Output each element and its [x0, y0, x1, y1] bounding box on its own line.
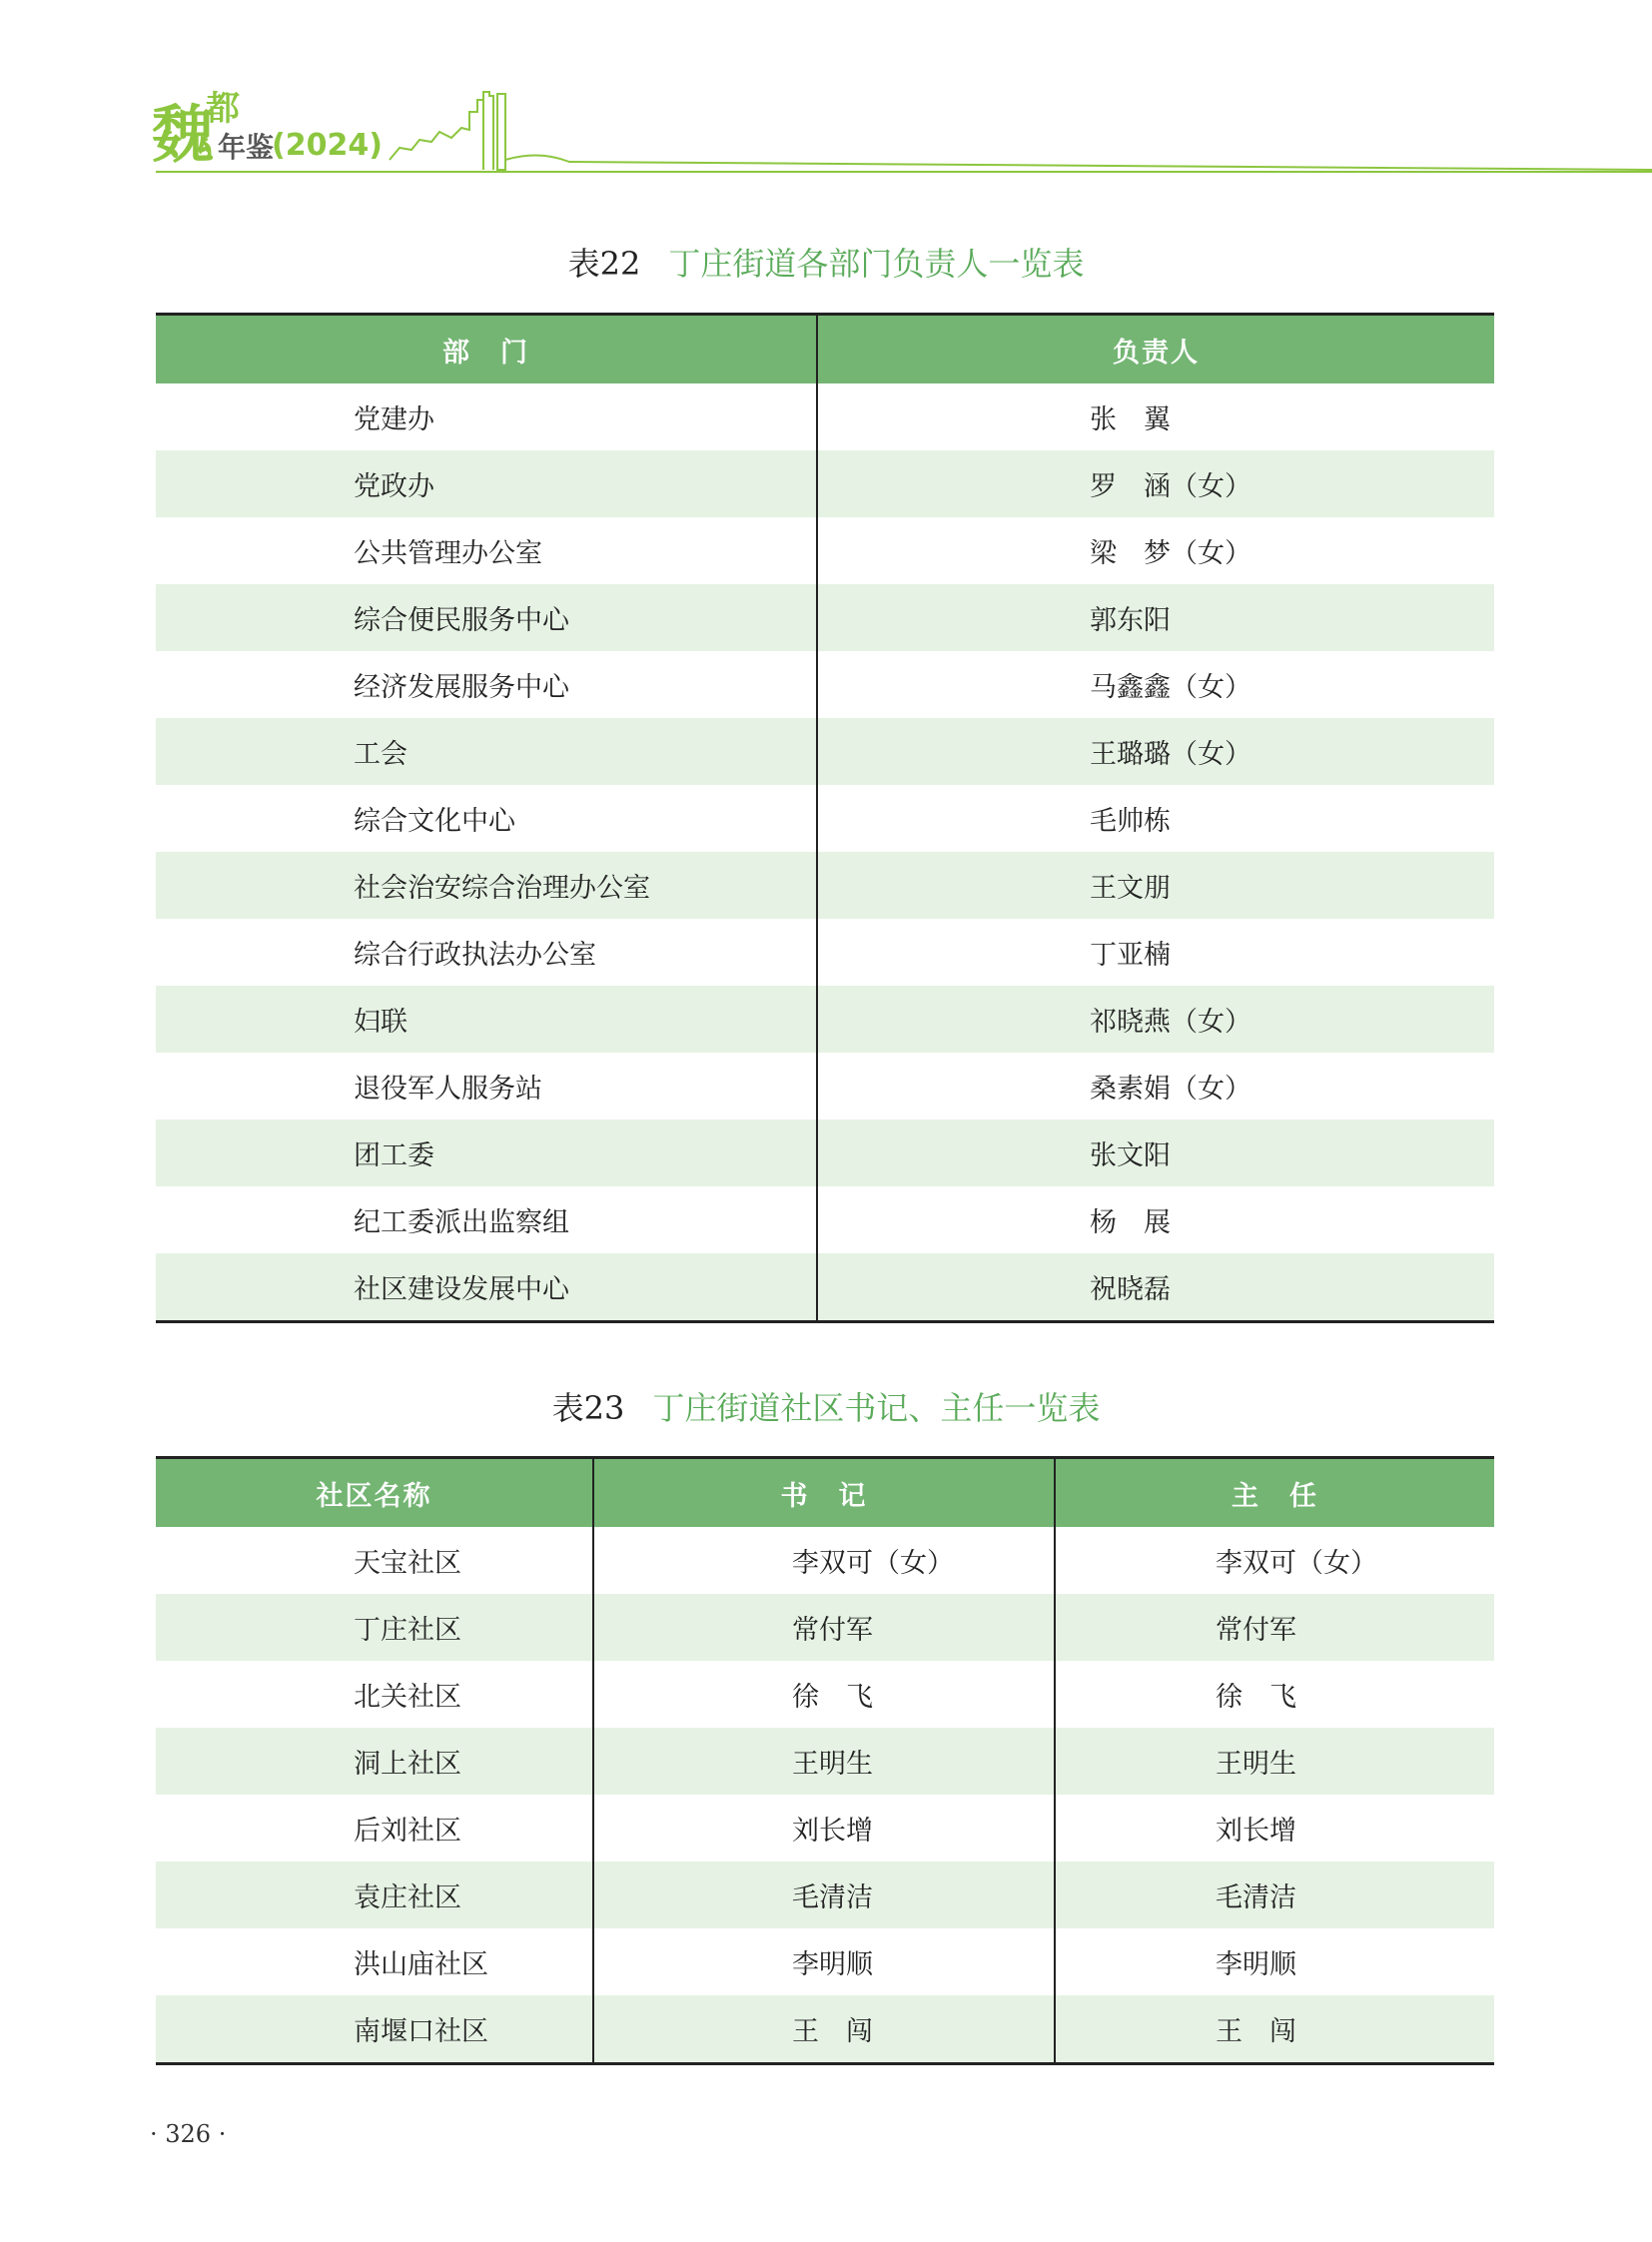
table-row — [156, 1594, 1494, 1661]
table-row — [156, 1527, 1494, 1594]
column-header-community: 社区名称 — [156, 1458, 593, 1528]
table-row — [156, 1795, 1494, 1862]
secretary-cell: 王 闯 — [593, 1995, 1055, 2064]
director-cell: 刘长增 — [1055, 1795, 1494, 1862]
secretary-cell: 常付军 — [593, 1594, 1055, 1661]
director-cell: 王 闯 — [1055, 1995, 1494, 2064]
table23-number: 表23 — [551, 1389, 625, 1427]
director-cell: 常付军 — [1055, 1594, 1494, 1661]
yearbook-label: 年鉴 — [218, 131, 275, 164]
department-cell: 退役军人服务站 — [354, 1074, 542, 1105]
department-cell: 社区建设发展中心 — [156, 1253, 817, 1322]
page-number: · 326 · — [150, 2120, 227, 2148]
department-cell: 经济发展服务中心 — [354, 672, 569, 703]
logo-character-secondary: 都 — [206, 89, 240, 129]
table-row — [156, 1120, 1494, 1186]
table-row — [156, 651, 1494, 718]
community-cell: 洪山庙社区 — [354, 1949, 488, 1980]
secretary-cell: 李双可（女） — [593, 1527, 1055, 1594]
head-cell: 杨 展 — [817, 1186, 1494, 1253]
table-row — [156, 986, 1494, 1053]
department-cell: 社会治安综合治理办公室 — [156, 852, 817, 919]
table-row — [156, 1661, 1494, 1728]
head-cell: 桑素娟（女） — [817, 1053, 1494, 1120]
column-header-director: 主 任 — [1055, 1458, 1494, 1528]
head-cell: 丁亚楠 — [817, 919, 1494, 986]
department-cell: 综合文化中心 — [354, 806, 515, 837]
table-row — [156, 1728, 1494, 1795]
table-header-row — [156, 1458, 1494, 1528]
community-cell: 洞上社区 — [156, 1728, 593, 1795]
community-cell: 天宝社区 — [354, 1548, 461, 1579]
department-cell: 综合行政执法办公室 — [354, 940, 596, 971]
table22-title: 丁庄街道各部门负责人一览表 — [668, 245, 1085, 283]
table-row — [156, 450, 1494, 517]
department-cell: 综合便民服务中心 — [156, 584, 817, 651]
secretary-cell: 毛清洁 — [593, 1862, 1055, 1928]
community-cell: 北关社区 — [354, 1682, 461, 1713]
table-row — [156, 1186, 1494, 1253]
table22-number: 表22 — [567, 245, 641, 283]
secretary-cell: 徐 飞 — [593, 1661, 1055, 1728]
department-cell: 纪工委派出监察组 — [354, 1207, 569, 1238]
table-row — [156, 919, 1494, 986]
director-cell: 李明顺 — [1055, 1928, 1494, 1995]
table-row — [156, 785, 1494, 852]
head-cell: 王文朋 — [817, 852, 1494, 919]
column-header-department: 部 门 — [156, 315, 817, 384]
table-row — [156, 718, 1494, 785]
department-heads-table — [156, 313, 1494, 1323]
department-cell: 团工委 — [156, 1120, 817, 1186]
secretary-cell: 李明顺 — [593, 1928, 1055, 1995]
table-row — [156, 1928, 1494, 1995]
head-cell: 祝晓磊 — [817, 1253, 1494, 1322]
table-row — [156, 852, 1494, 919]
community-leaders-table — [156, 1456, 1494, 2065]
director-cell: 徐 飞 — [1055, 1661, 1494, 1728]
page-header — [0, 0, 1652, 190]
director-cell: 李双可（女） — [1055, 1527, 1494, 1594]
head-cell: 王璐璐（女） — [817, 718, 1494, 785]
yearbook-year: (2024) — [272, 128, 383, 163]
table-row — [156, 1995, 1494, 2064]
department-cell: 公共管理办公室 — [354, 538, 542, 569]
head-cell: 祁晓燕（女） — [817, 986, 1494, 1053]
community-cell: 后刘社区 — [354, 1816, 461, 1847]
head-cell: 梁 梦（女） — [817, 517, 1494, 584]
column-header-secretary: 书 记 — [593, 1458, 1055, 1528]
table-row — [156, 584, 1494, 651]
logo-character-main: 魏 — [152, 98, 215, 171]
table-row — [156, 383, 1494, 450]
head-cell: 郭东阳 — [817, 584, 1494, 651]
table-row — [156, 1862, 1494, 1928]
head-cell: 罗 涵（女） — [817, 450, 1494, 517]
table-header-row — [156, 315, 1494, 384]
department-cell: 工会 — [156, 718, 817, 785]
community-cell: 南堰口社区 — [156, 1995, 593, 2064]
department-cell: 党建办 — [354, 404, 434, 435]
secretary-cell: 王明生 — [593, 1728, 1055, 1795]
department-cell: 妇联 — [156, 986, 817, 1053]
head-cell: 马鑫鑫（女） — [817, 651, 1494, 718]
table-row — [156, 1253, 1494, 1322]
head-cell: 毛帅栋 — [817, 785, 1494, 852]
community-cell: 丁庄社区 — [156, 1594, 593, 1661]
head-cell: 张 翼 — [817, 383, 1494, 450]
table22-caption — [0, 244, 1652, 284]
table-row — [156, 1053, 1494, 1120]
secretary-cell: 刘长增 — [593, 1795, 1055, 1862]
column-header-head: 负责人 — [817, 315, 1494, 384]
table23-caption — [0, 1388, 1652, 1428]
community-cell: 袁庄社区 — [156, 1862, 593, 1928]
director-cell: 王明生 — [1055, 1728, 1494, 1795]
director-cell: 毛清洁 — [1055, 1862, 1494, 1928]
head-cell: 张文阳 — [817, 1120, 1494, 1186]
department-cell: 党政办 — [156, 450, 817, 517]
table23-title: 丁庄街道社区书记、主任一览表 — [652, 1389, 1101, 1427]
table-row — [156, 517, 1494, 584]
